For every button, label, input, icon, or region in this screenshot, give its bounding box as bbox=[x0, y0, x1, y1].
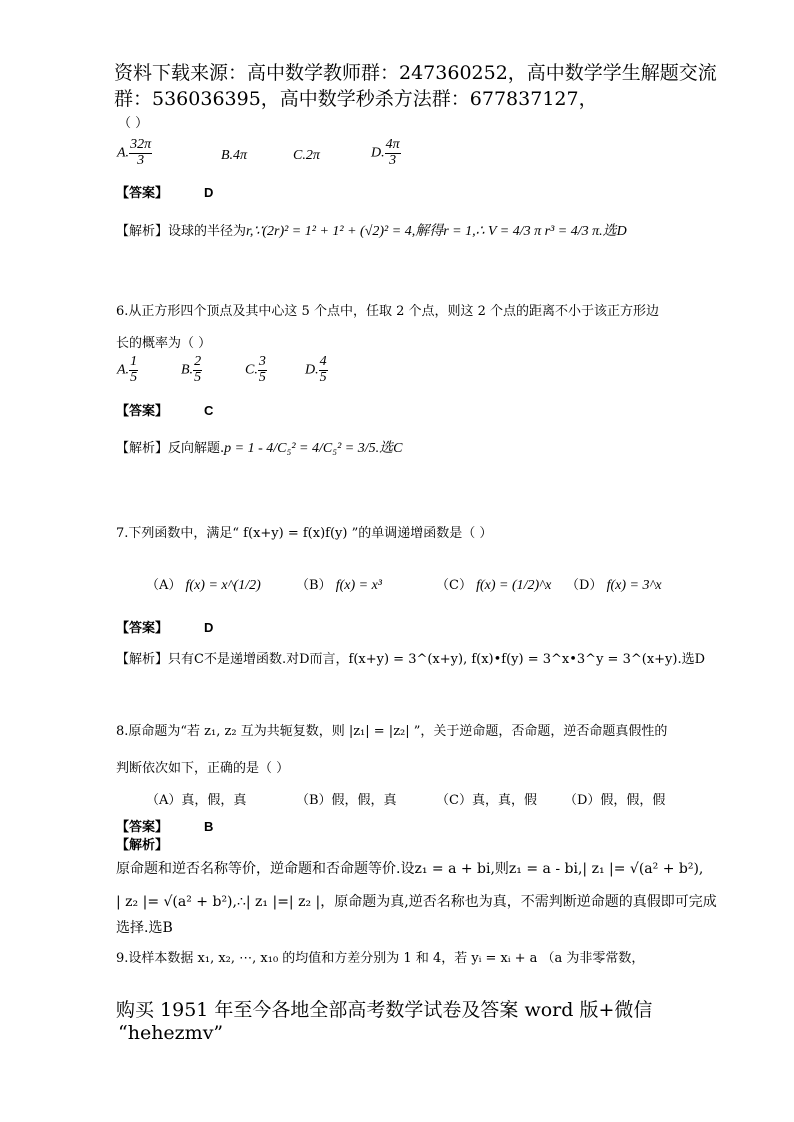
q6-answer: 【答案】 C bbox=[116, 403, 214, 418]
footer-line-1: 购买 1951 年至今各地全部高考数学试卷及答案 word 版+微信 bbox=[116, 999, 653, 1021]
q7-option-c: （C） f(x) = (1/2)^x bbox=[436, 578, 552, 593]
q8-analysis-line-1: 原命题和逆否名称等价，逆命题和否命题等价.设z₁ = a + bi,则z₁ = a - bi,| z₁ |= √(a² + b²), bbox=[116, 861, 704, 877]
q6-option-b: B. $\frac{2}{5}$ bbox=[181, 354, 202, 385]
q8-option-c: （C）真，真，假 bbox=[436, 793, 537, 808]
q8-analysis-line-3: 选择.选B bbox=[116, 920, 173, 936]
q7-analysis: 【解析】只有C不是递增函数.对D而言，f(x+y) = 3^(x+y), f(x)•f(y) = 3^x•3^y = 3^(x+y).选D bbox=[116, 652, 706, 667]
q8-stem-1: 8.原命题为“若 z₁, z₂ 互为共轭复数，则 |z₁| = |z₂| ”，关于逆命题，否命题，逆否命题真假性的 bbox=[116, 724, 668, 739]
q6-analysis: 【解析】反向解题.p = 1 - 4/C₅² = 4/C₅² = 3/5.选C bbox=[116, 441, 403, 456]
footer-line-2: “hehezmv” bbox=[118, 1022, 224, 1044]
q8-answer: 【答案】 B bbox=[116, 819, 214, 834]
q6-stem-2: 长的概率为（ ） bbox=[116, 336, 212, 351]
q5-option-c: C.2π bbox=[293, 148, 320, 163]
q9-stem: 9.设样本数据 x₁, x₂, ⋯, x₁₀ 的均值和方差分别为 1 和 4，若 yᵢ = xᵢ + a （a 为非零常数， bbox=[116, 951, 645, 966]
q5-paren: （ ） bbox=[118, 116, 149, 131]
q6-option-c: C. $\frac{3}{5}$ bbox=[245, 354, 266, 385]
q8-stem-2: 判断依次如下，正确的是（ ） bbox=[116, 761, 290, 776]
q6-stem-1: 6.从正方形四个顶点及其中心这 5 个点中，任取 2 个点，则这 2 个点的距离不小于该正方形边 bbox=[116, 304, 660, 319]
q6-option-a: A. $\frac{1}{5}$ bbox=[117, 354, 138, 385]
q8-option-b: （B）假，假，真 bbox=[296, 793, 397, 808]
header-line-2: 群：536036395，高中数学秒杀方法群：677837127， bbox=[114, 88, 598, 110]
q7-stem: 7.下列函数中，满足“ f(x+y) = f(x)f(y) ”的单调递增函数是（ ） bbox=[116, 526, 493, 541]
q5-analysis: 【解析】设球的半径为r,∵(2r)² = 1² + 1² + (√2)² = 4,解得r = 1,∴ V = 4/3 π r³ = 4/3 π.选D bbox=[116, 224, 627, 239]
q7-option-d: （D） f(x) = 3^x bbox=[566, 578, 662, 593]
q7-answer: 【答案】 D bbox=[116, 620, 214, 635]
q5-option-a: A. $\frac{32\pi}{3}$ bbox=[117, 137, 152, 168]
q8-analysis-label: 【解析】 bbox=[116, 837, 169, 852]
q5-option-b: B.4π bbox=[221, 148, 248, 163]
q8-option-d: （D）假，假，假 bbox=[564, 793, 666, 808]
q5-answer: 【答案】 D bbox=[116, 185, 214, 200]
q5-option-d: D. $\frac{4\pi}{3}$ bbox=[371, 137, 400, 168]
header-line-1: 资料下载来源：高中数学教师群：247360252，高中数学学生解题交流 bbox=[114, 62, 717, 84]
q6-option-d: D. $\frac{4}{5}$ bbox=[305, 354, 327, 385]
q8-option-a: （A）真，假，真 bbox=[146, 793, 247, 808]
q7-option-a: （A） f(x) = x^(1/2) bbox=[146, 578, 261, 593]
q8-analysis-line-2: | z₂ |= √(a² + b²),∴| z₁ |=| z₂ |，原命题为真,逆否名称也为真，不需判断逆命题的真假即可完成 bbox=[116, 894, 717, 910]
q7-option-b: （B） f(x) = x³ bbox=[296, 578, 382, 593]
